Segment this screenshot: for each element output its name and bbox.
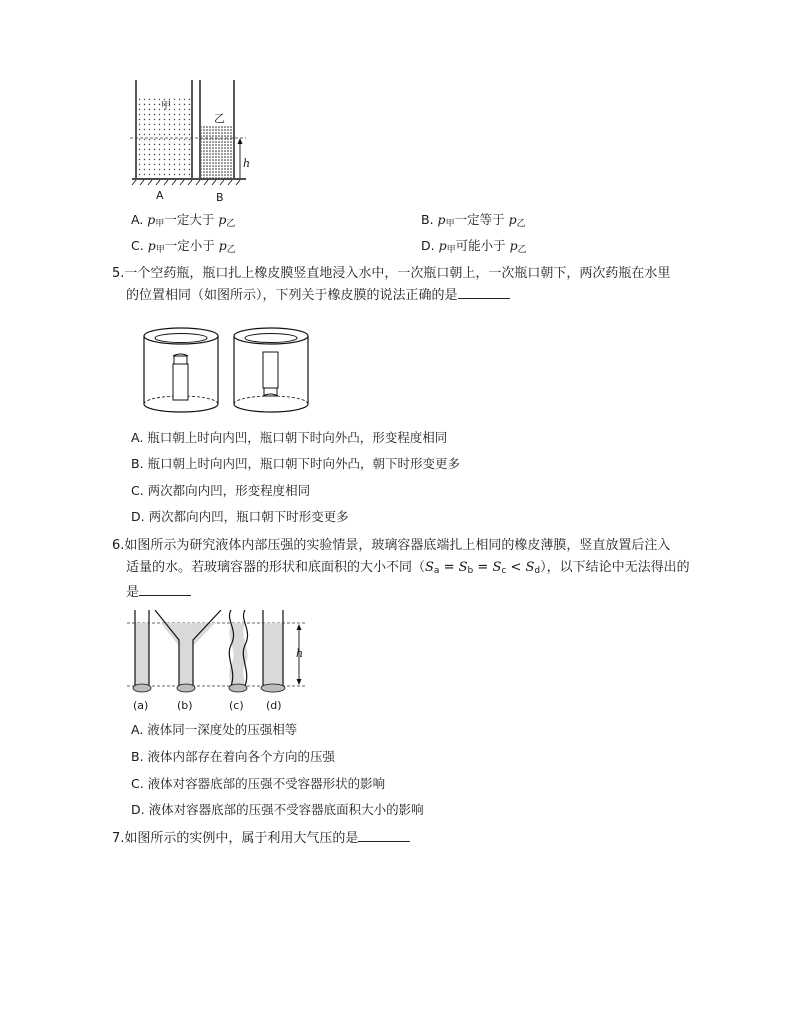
q6-option-d[interactable]: D. 液体对容器底部的压强不受容器底面积大小的影响 [131,802,424,817]
q6-containers-figure [127,610,312,700]
q6-option-a[interactable]: A. 液体同一深度处的压强相等 [131,722,298,737]
q6-label-c: (c) [229,699,244,712]
q7-number: 7. [112,831,125,846]
q6-number: 6. [112,538,125,553]
q5-stem: 5.一个空药瓶，瓶口扎上橡皮膜竖直地浸入水中，一次瓶口朝上，一次瓶口朝下，两次药瓶在水里 的位置相同（如图所示），下列关于橡皮膜的说法正确的是 [112,266,671,303]
q6-label-a: (a) [133,699,149,712]
q4-label-yi: 乙 [214,112,225,125]
q5-option-d[interactable]: D. 两次都向内凹，瓶口朝下时形变更多 [131,509,349,524]
q5-option-c[interactable]: C. 两次都向内凹，形变程度相同 [131,483,311,498]
q4-option-d[interactable]: D. $p_甲$可能小于 $p_乙$ [421,238,527,255]
q6-label-b: (b) [177,699,193,712]
q6-option-c[interactable]: C. 液体对容器底部的压强不受容器形状的影响 [131,776,386,791]
q6-label-d: (d) [266,699,282,712]
q4-label-h: h [243,157,251,170]
q6-answer-blank[interactable] [139,583,191,596]
q4-label-jia: 甲 [161,101,171,112]
q4-option-c[interactable]: C. $p_甲$一定小于 $p_乙$ [131,238,236,255]
q6-label-h: h [296,647,304,660]
q4-label-B: B [216,191,224,204]
q6-formula: $S_a = S_b = S_c < S_d$ [425,560,541,576]
q7-answer-blank[interactable] [358,829,410,842]
q4-label-A: A [156,189,164,202]
q6-option-b[interactable]: B. 液体内部存在着向各个方向的压强 [131,749,336,764]
q5-option-b[interactable]: B. 瓶口朝上时向内凹，瓶口朝下时向外凸，朝下时形变更多 [131,456,461,471]
q5-number: 5. [112,266,125,281]
q5-bottle-figure [142,322,312,417]
q7-stem: 7.如图所示的实例中，属于利用大气压的是 [112,828,712,850]
q5-option-a[interactable]: A. 瓶口朝上时向内凹，瓶口朝下时向外凸，形变程度相同 [131,430,448,445]
q4-option-a[interactable]: A. $p_甲$一定大于 $p_乙$ [131,212,236,229]
q6-stem: 6.如图所示为研究液体内部压强的实验情景，玻璃容器底端扎上相同的橡皮薄膜，竖直放置后注入 适量的水。若玻璃容器的形状和底面积的大小不同$(S_a = S_b = S_c < S_d)$，以下结论中无法得出的 是 [112,538,690,600]
q5-answer-blank[interactable] [458,286,510,299]
q4-option-b[interactable]: B. $p_甲$一定等于 $p_乙$ [421,212,526,229]
q4-container-figure [128,78,252,210]
